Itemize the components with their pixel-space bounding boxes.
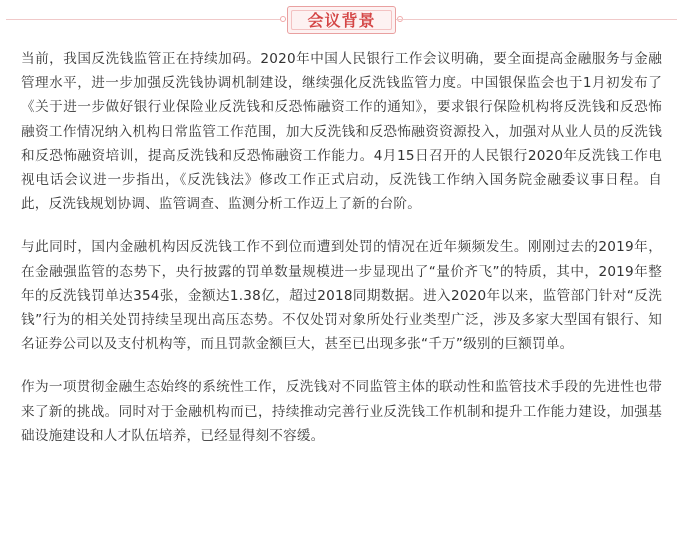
paragraph-1: 当前，我国反洗钱监管正在持续加码。2020年中国人民银行工作会议明确，要全面提高金融服务与金融管理水平，进一步加强反洗钱协调机制建设，继续强化反洗钱监管力度。中国银保监会也于1月初发布了《关于进一步做好银行业保险业反洗钱和反恐怖融资工作的通知》，要求银行保险机构将反洗钱和反恐怖融资工作情况纳入机构日常监管工作范围，加大反洗钱和反恐怖融资资源投入，加强对从业人员的反洗钱和反恐怖融资培训，提高反洗钱和反恐怖融资工作能力。4月15日召开的人民银行2020年反洗钱工作电视电话会议进一步指出，《反洗钱法》修改工作正式启动，反洗钱工作纳入国务院金融委议事日程。自此，反洗钱规划协调、监管调查、监测分析工作迈上了新的台阶。 <box>21 51 662 213</box>
header-divider-right <box>396 19 677 20</box>
paragraph-2: 与此同时，国内金融机构因反洗钱工作不到位而遭到处罚的情况在近年频频发生。刚刚过去的2019年，在金融强监管的态势下，央行披露的罚单数量规模进一步显现出了“量价齐飞”的特质，其中，2019年整年的反洗钱罚单达354张，金额达1.38亿，超过2018同期数据。进入2020年以来，监管部门针对“反洗钱”行为的相关处罚持续呈现出高压态势。不仅处罚对象所处行业类型广泛，涉及多家大型国有银行、知名证券公司以及支付机构等，而且罚款金额巨大，甚至已出现多张“千万”级别的巨额罚单。 <box>21 239 662 353</box>
section-header <box>0 0 683 40</box>
section-title-tab <box>287 6 396 34</box>
section-title: 会议背景 <box>307 11 376 30</box>
paragraph-3: 作为一项贯彻金融生态始终的系统性工作，反洗钱对不同监管主体的联动性和监管技术手段的先进性也带来了新的挑战。同时对于金融机构而已，持续推动完善行业反洗钱工作机制和提升工作能力建设，加强基础设施建设和人才队伍培养，已经显得刻不容缓。 <box>21 379 662 444</box>
header-divider-left <box>6 19 286 20</box>
header-dot-left <box>280 16 286 22</box>
article-body <box>21 47 662 448</box>
